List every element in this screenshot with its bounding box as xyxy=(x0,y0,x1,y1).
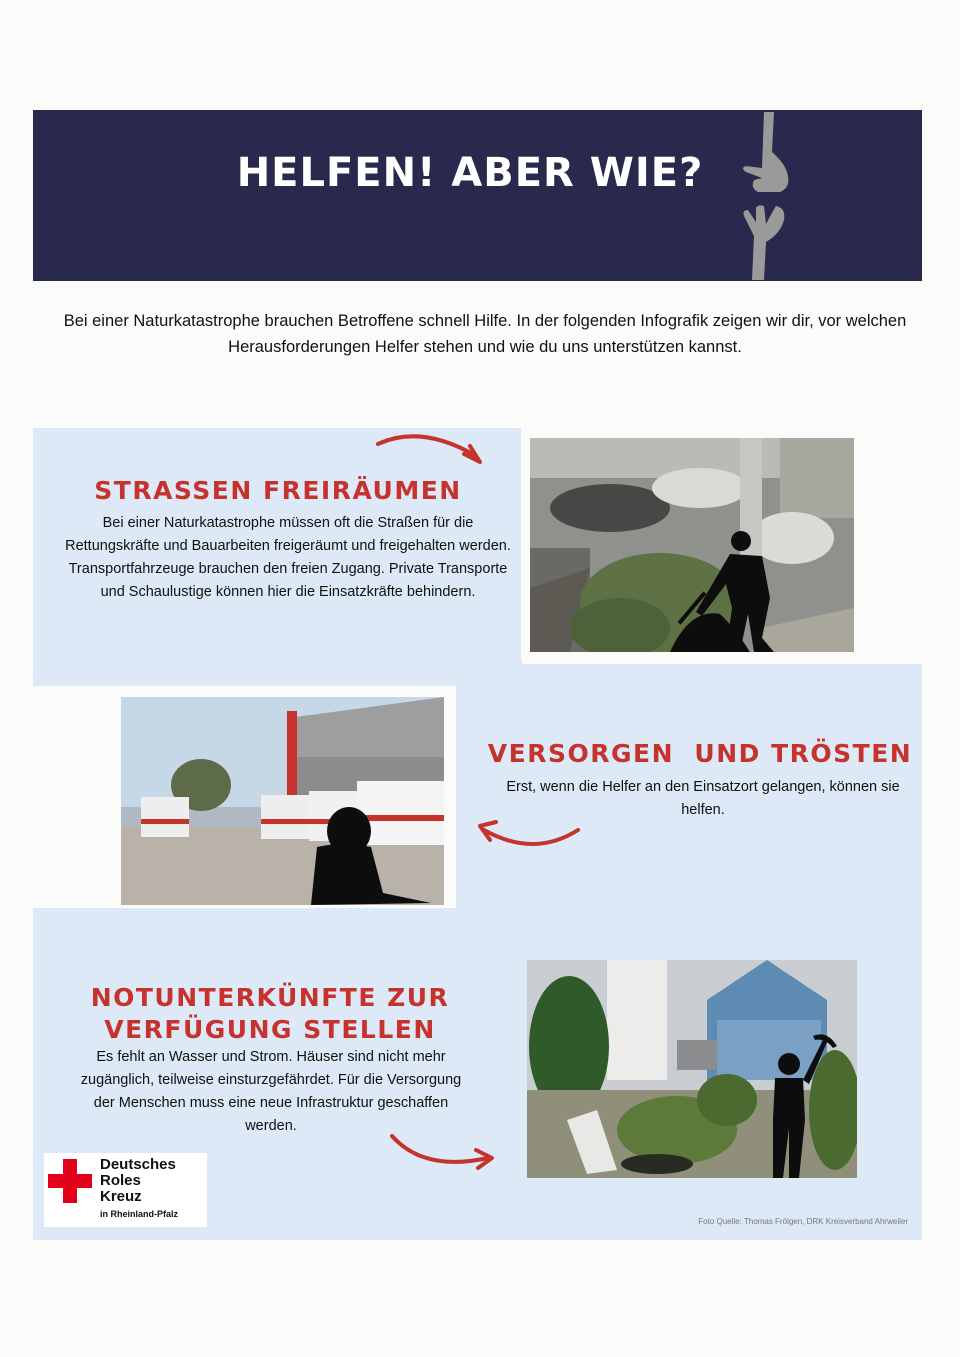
section-title-shelter-line1: NOTUNTERKÜNFTE ZUR xyxy=(90,983,450,1012)
logo-text-region: in Rheinland-Pfalz xyxy=(100,1209,179,1219)
section-text-care: Erst, wenn die Helfer an den Einsatzort gelangen, können sie helfen. xyxy=(506,779,900,818)
red-cross-icon xyxy=(48,1159,92,1203)
arrow-right-icon xyxy=(372,428,490,472)
arrow-right-down-icon xyxy=(384,1128,502,1174)
photo-ambulances xyxy=(121,697,444,905)
photo-flooded-street xyxy=(530,438,854,652)
section-title-shelter xyxy=(40,982,500,1046)
section-title-care: VERSORGEN UND TRÖSTEN xyxy=(487,739,913,768)
section-band-1-bottom xyxy=(33,660,522,686)
drk-logo xyxy=(44,1153,207,1227)
section-text-shelter: Es fehlt an Wasser und Strom. Häuser sind nicht mehr zugänglich, teilweise einsturzgefährdet. Für die Versorgung der Menschen muss eine neue Infrastruktur geschaffen werden. xyxy=(80,1049,462,1134)
logo-text-line1: Deutsches xyxy=(100,1156,176,1173)
section-text-roads: Bei einer Naturkatastrophe müssen oft die Straßen für die Rettungskräfte und Bauarbeiten freigeräumt und freigehalten werden. Transportfahrzeuge brauchen den freien Zugang. Private Transporte und Schaulustige können hier die Einsatzkräfte behindern. xyxy=(65,515,511,600)
photo-damaged-houses xyxy=(527,960,857,1178)
logo-text-line2: Roles xyxy=(100,1172,141,1189)
logo-text-line3: Kreuz xyxy=(100,1188,142,1205)
section-title-roads: STRASSEN FREIRÄUMEN xyxy=(94,476,462,505)
page-title: HELFEN! ABER WIE? xyxy=(236,150,704,196)
helping-hands-icon xyxy=(728,112,798,280)
intro-text: Bei einer Naturkatastrophe brauchen Betroffene schnell Hilfe. In der folgenden Infografik zeigen wir dir, vor welchen Herausforderungen Helfer stehen und wie du uns unterstützen kannst. xyxy=(63,312,907,356)
photo-credit: Foto Quelle: Thomas Frölgen, DRK Kreisverband Ahrweiler xyxy=(698,1217,908,1226)
arrow-left-icon xyxy=(470,812,588,856)
section-title-shelter-line2: VERFÜGUNG STELLEN xyxy=(104,1015,436,1044)
